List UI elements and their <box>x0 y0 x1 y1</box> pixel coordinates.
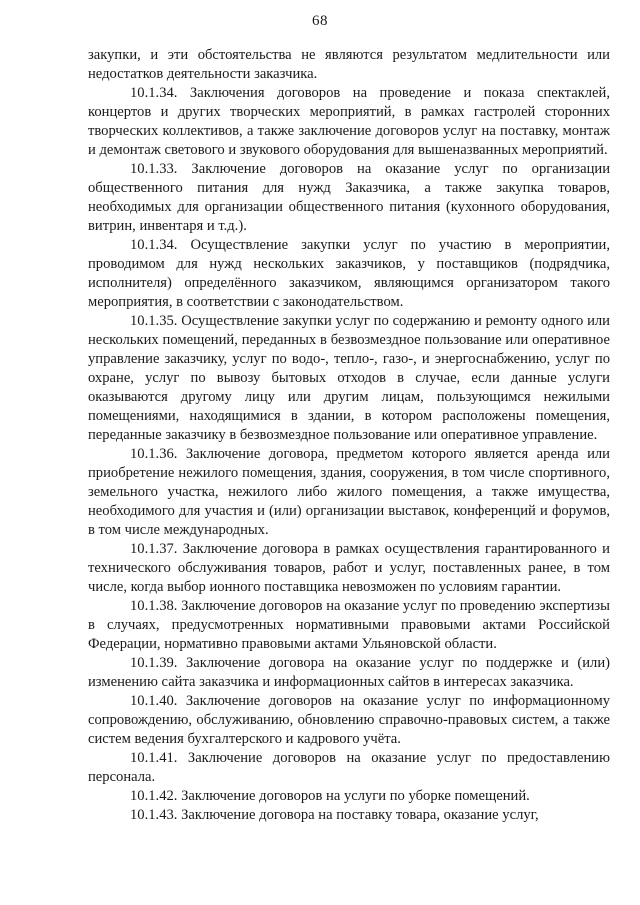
paragraph-clause-10-1-34-performances: 10.1.34. Заключения договоров на проведение и показа спектаклей, концертов и других творческих мероприятий, в рамках гастролей сторонних творческих коллективов, а также заключение договоров услуг на поставку, монтаж и демонтаж светового и звукового оборудования для вышеназванных мероприятий. <box>88 85 610 158</box>
paragraph-clause-10-1-36: 10.1.36. Заключение договора, предметом которого является аренда или приобретение нежилого помещения, здания, сооружения, в том числе спортивного, земельного участка, нежилого либо жилого помещения, а также имущества, необходимого для участия и (или) организации выставок, конференций и форумов, в том числе международных. <box>88 446 610 538</box>
paragraph-continuation: закупки, и эти обстоятельства не являются результатом медлительности или недостатков деятельности заказчика. <box>88 47 610 82</box>
paragraph-clause-10-1-40: 10.1.40. Заключение договоров на оказание услуг по информационному сопровождению, обслуживанию, обновлению справочно-правовых систем, а также систем ведения бухгалтерского и кадрового учёта. <box>88 693 610 747</box>
document-body <box>88 46 610 825</box>
paragraph-clause-10-1-41: 10.1.41. Заключение договоров на оказание услуг по предоставлению персонала. <box>88 750 610 785</box>
paragraph-clause-10-1-37: 10.1.37. Заключение договора в рамках осуществления гарантированного и технического обслуживания товаров, работ и услуг, поставленных ранее, в том числе, когда выбор ионного поставщика невозможен по условиям гарантии. <box>88 541 610 595</box>
page-number: 68 <box>312 13 328 29</box>
paragraph-clause-10-1-34-event-participation: 10.1.34. Осуществление закупки услуг по участию в мероприятии, проводимом для нужд нескольких заказчиков, у поставщиков (подрядчика, исполнителя) определённого заказчиком, являющимся организатором такого мероприятия, в соответствии с законодательством. <box>88 237 610 310</box>
paragraph-clause-10-1-33-catering: 10.1.33. Заключение договоров на оказание услуг по организации общественного питания для нужд Заказчика, а также закупка товаров, необходимых для организации общественного питания (кухонного оборудования, витрин, инвентаря и т.д.). <box>88 161 610 234</box>
paragraph-clause-10-1-38: 10.1.38. Заключение договоров на оказание услуг по проведению экспертизы в случаях, предусмотренных нормативными правовыми актами Российской Федерации, нормативно правовыми актами Ульяновской области. <box>88 598 610 652</box>
paragraph-clause-10-1-43: 10.1.43. Заключение договора на поставку товара, оказание услуг, <box>130 807 539 823</box>
paragraph-clause-10-1-39: 10.1.39. Заключение договора на оказание услуг по поддержке и (или) изменению сайта заказчика и информационных сайтов в интересах заказчика. <box>88 655 610 690</box>
paragraph-clause-10-1-42: 10.1.42. Заключение договоров на услуги по уборке помещений. <box>130 788 530 804</box>
paragraph-clause-10-1-35: 10.1.35. Осуществление закупки услуг по содержанию и ремонту одного или нескольких помещений, переданных в безвозмездное пользование или оперативное управление заказчику, услуг по водо-, тепло-, газо-, и энергоснабжению, услуг по охране, услуг по вывозу бытовых отходов в случае, если данные услуги оказываются другому лицу или другим лицам, пользующимся нежилыми помещениями, находящимися в здании, в котором расположены помещения, переданные заказчику в безвозмездное пользование или оперативное управление. <box>88 313 610 443</box>
